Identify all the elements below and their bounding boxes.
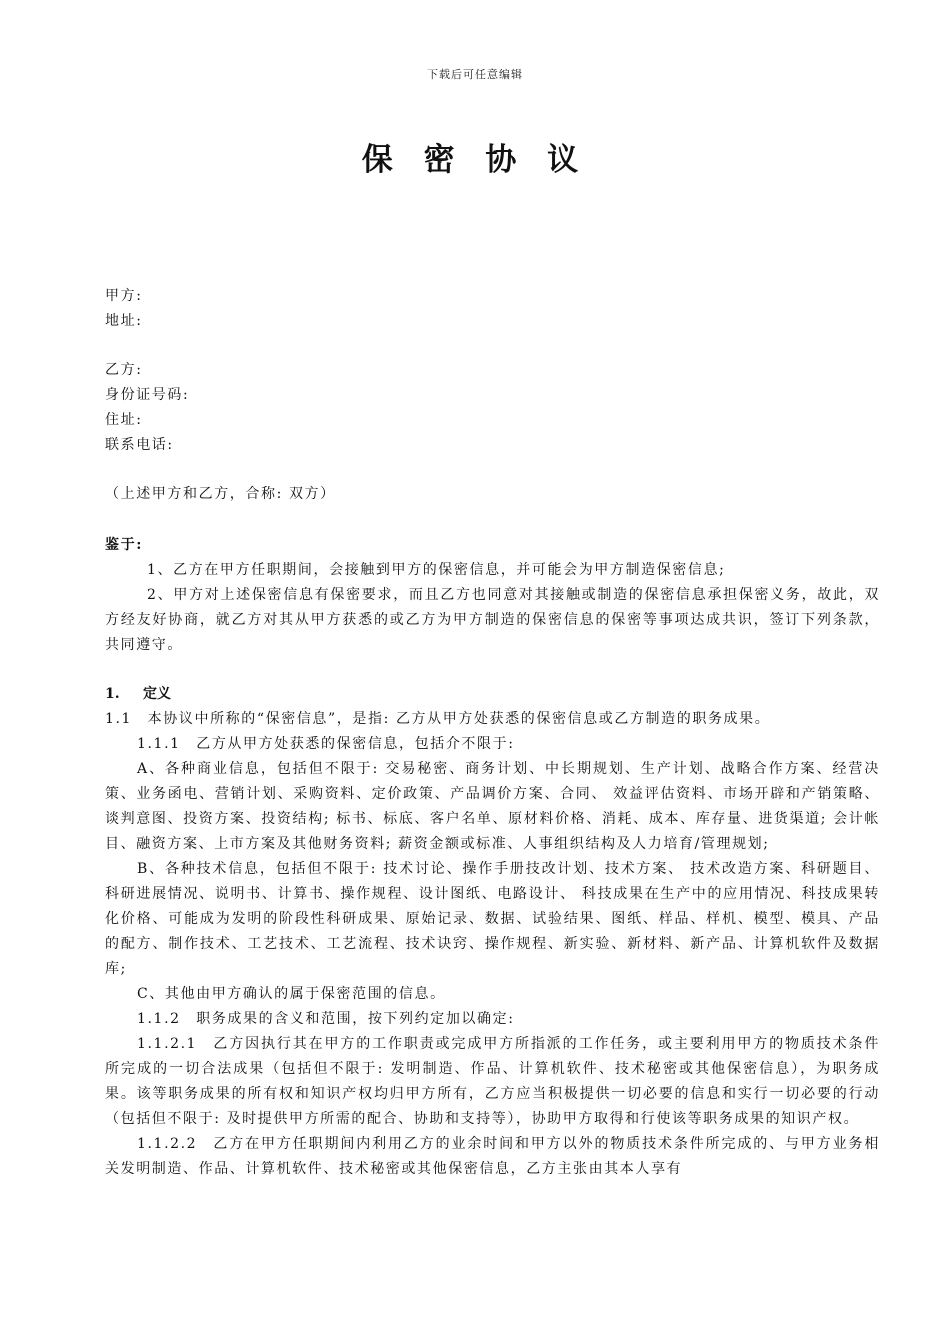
recitals-block xyxy=(105,533,880,658)
party-b-phone-label: 联系电话: xyxy=(105,437,174,453)
section-1-block xyxy=(105,682,880,1182)
clause-1-1-2-2: 1.1.2.2 乙方在甲方任职期间内利用乙方的业余时间和甲方以外的物质技术条件所完成的、与甲方业务相关发明制造、作品、计算机软件、技术秘密或其他保密信息，乙方主张由其本人享有 xyxy=(105,1136,880,1177)
header-note: 下载后可任意编辑 xyxy=(427,68,523,81)
party-a-address-label: 地址: xyxy=(105,313,143,329)
recital-item-2: 2、甲方对上述保密信息有保密要求，而且乙方也同意对其接触或制造的保密信息承担保密义务，故此，双方经友好协商，就乙方对其从甲方获悉的或乙方为甲方制造的保密信息的保密等事项达成共识，签订下列条款，共同遵守。 xyxy=(105,587,880,653)
clause-1-1-1: 1.1.1 乙方从甲方处获悉的保密信息，包括介不限于: xyxy=(137,736,515,752)
recitals-heading: 鉴于: xyxy=(105,537,143,553)
parties-note: （上述甲方和乙方，合称: 双方） xyxy=(105,486,336,502)
clause-1-1-1-item-c: C、其他由甲方确认的属于保密范围的信息。 xyxy=(137,986,446,1002)
party-b-name-label: 乙方: xyxy=(105,362,143,378)
recital-item-1: 1、乙方在甲方任职期间，会接触到甲方的保密信息，并可能会为甲方制造保密信息; xyxy=(147,562,726,578)
clause-1-1-2: 1.1.2 职务成果的含义和范围，按下列约定加以确定: xyxy=(137,1011,515,1027)
party-b-block xyxy=(105,358,880,458)
section-1-title: 定义 xyxy=(143,686,171,702)
party-b-address-label: 住址: xyxy=(105,412,143,428)
clause-1-1: 1.1 本协议中所称的“保密信息”，是指: 乙方从甲方处获悉的保密信息或乙方制造的职务成果。 xyxy=(105,711,771,727)
party-a-name-label: 甲方: xyxy=(105,288,143,304)
party-a-block xyxy=(105,284,880,334)
section-1-number: 1. xyxy=(105,686,120,702)
document-title: 保 密 协 议 xyxy=(361,142,589,178)
clause-1-1-1-item-a: A、各种商业信息，包括但不限于: 交易秘密、商务计划、中长期规划、生产计划、战略合作方案、经营决策、业务函电、营销计划、采购资料、定价政策、产品调价方案、合同、 效益评估资料、市场开辟和产销策略、谈判意图、投资方案、投资结构; 标书、标底、客户名单、原材料价格、消耗、成本、库存量、进货渠道; 会计帐目、融资方案、上市方案及其他财务资料; 薪资金额或标准、人事组织结构及人力培育/管理规划; xyxy=(105,761,880,852)
party-b-id-label: 身份证号码: xyxy=(105,387,190,403)
section-1-heading xyxy=(105,682,880,707)
clause-1-1-1-item-b: B、各种技术信息，包括但不限于: 技术讨论、操作手册技改计划、技术方案、 技术改造方案、科研题目、科研进展情况、说明书、计算书、操作规程、设计图纸、电路设计、 科技成果在生产中的应用情况、科技成果转化价格、可能成为发明的阶段性科研成果、原始记录、数据、试验结果、图纸、样品、样机、模型、模具、产品的配方、制作技术、工艺技术、工艺流程、技术诀窍、操作规程、新实验、新材料、新产品、计算机软件及数据库; xyxy=(105,861,880,977)
clause-1-1-2-1: 1.1.2.1 乙方因执行其在甲方的工作职责或完成甲方所指派的工作任务，或主要利用甲方的物质技术条件所完成的一切合法成果（包括但不限于: 发明制造、作品、计算机软件、技术秘密或其他保密信息），为职务成果。该等职务成果的所有权和知识产权均归甲方所有，乙方应当积极提供一切必要的信息和实行一切必要的行动（包括但不限于: 及时提供甲方所需的配合、协助和支持等），协助甲方取得和行使该等职务成果的知识产权。 xyxy=(105,1036,880,1127)
parties-note-block xyxy=(105,482,880,507)
